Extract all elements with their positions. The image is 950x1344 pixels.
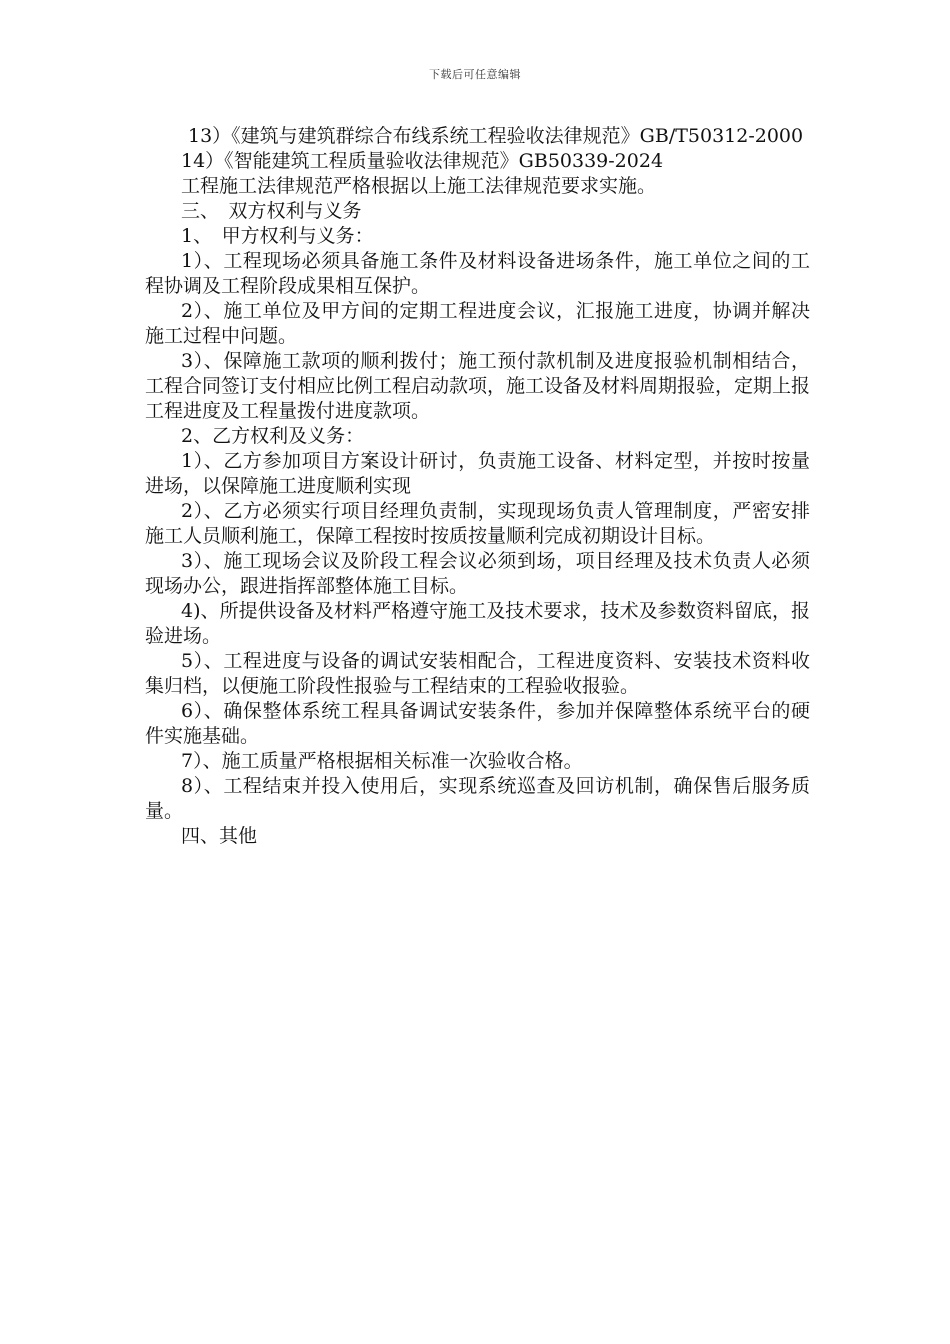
document-body <box>145 124 810 849</box>
party-b-clause-6: 6）、确保整体系统工程具备调试安装条件，参加并保障整体系统平台的硬件实施基础。 <box>145 700 810 747</box>
party-b-clause-2: 2）、乙方必须实行项目经理负责制，实现现场负责人管理制度，严密安排施工人员顺利施工，保障工程按时按质按量顺利完成初期设计目标。 <box>145 500 810 547</box>
party-b-clause-5: 5）、工程进度与设备的调试安装相配合，工程进度资料、安装技术资料收集归档，以便施工阶段性报验与工程结束的工程验收报验。 <box>145 650 810 697</box>
subsection-heading-party-a: 1、 甲方权利与义务： <box>181 225 374 247</box>
party-b-clause-1: 1）、乙方参加项目方案设计研讨，负责施工设备、材料定型，并按时按量进场，以保障施工进度顺利实现 <box>145 450 810 497</box>
subsection-heading-party-b: 2、乙方权利及义务： <box>181 425 365 447</box>
party-a-clause-2: 2）、施工单位及甲方间的定期工程进度会议，汇报施工进度，协调并解决施工过程中问题。 <box>145 300 810 347</box>
party-b-clause-8: 8）、工程结束并投入使用后，实现系统巡查及回访机制，确保售后服务质量。 <box>145 775 810 822</box>
standards-compliance-statement: 工程施工法律规范严格根据以上施工法律规范要求实施。 <box>181 175 657 197</box>
standard-item-14: 14）《智能建筑工程质量验收法律规范》GB50339-2024 <box>181 150 664 172</box>
party-a-clause-1: 1）、工程现场必须具备施工条件及材料设备进场条件，施工单位之间的工程协调及工程阶段成果相互保护。 <box>145 250 810 297</box>
page-header: 下载后可任意编辑 <box>429 68 521 81</box>
party-a-clause-3: 3）、保障施工款项的顺利拨付；施工预付款机制及进度报验机制相结合，工程合同签订支付相应比例工程启动款项，施工设备及材料周期报验，定期上报工程进度及工程量拨付进度款项。 <box>145 350 811 422</box>
party-b-clause-3: 3）、施工现场会议及阶段工程会议必须到场，项目经理及技术负责人必须现场办公，跟进指挥部整体施工目标。 <box>145 550 810 597</box>
party-b-clause-7: 7）、施工质量严格根据相关标准一次验收合格。 <box>181 750 583 772</box>
party-b-clause-4: 4)、所提供设备及材料严格遵守施工及技术要求，技术及参数资料留底，报验进场。 <box>145 600 810 647</box>
standard-item-13: 13）《建筑与建筑群综合布线系统工程验收法律规范》GB/T50312-2000 <box>188 125 804 147</box>
section-heading-other: 四、其他 <box>181 825 258 847</box>
section-heading-rights-obligations: 三、 双方权利与义务 <box>181 200 362 222</box>
